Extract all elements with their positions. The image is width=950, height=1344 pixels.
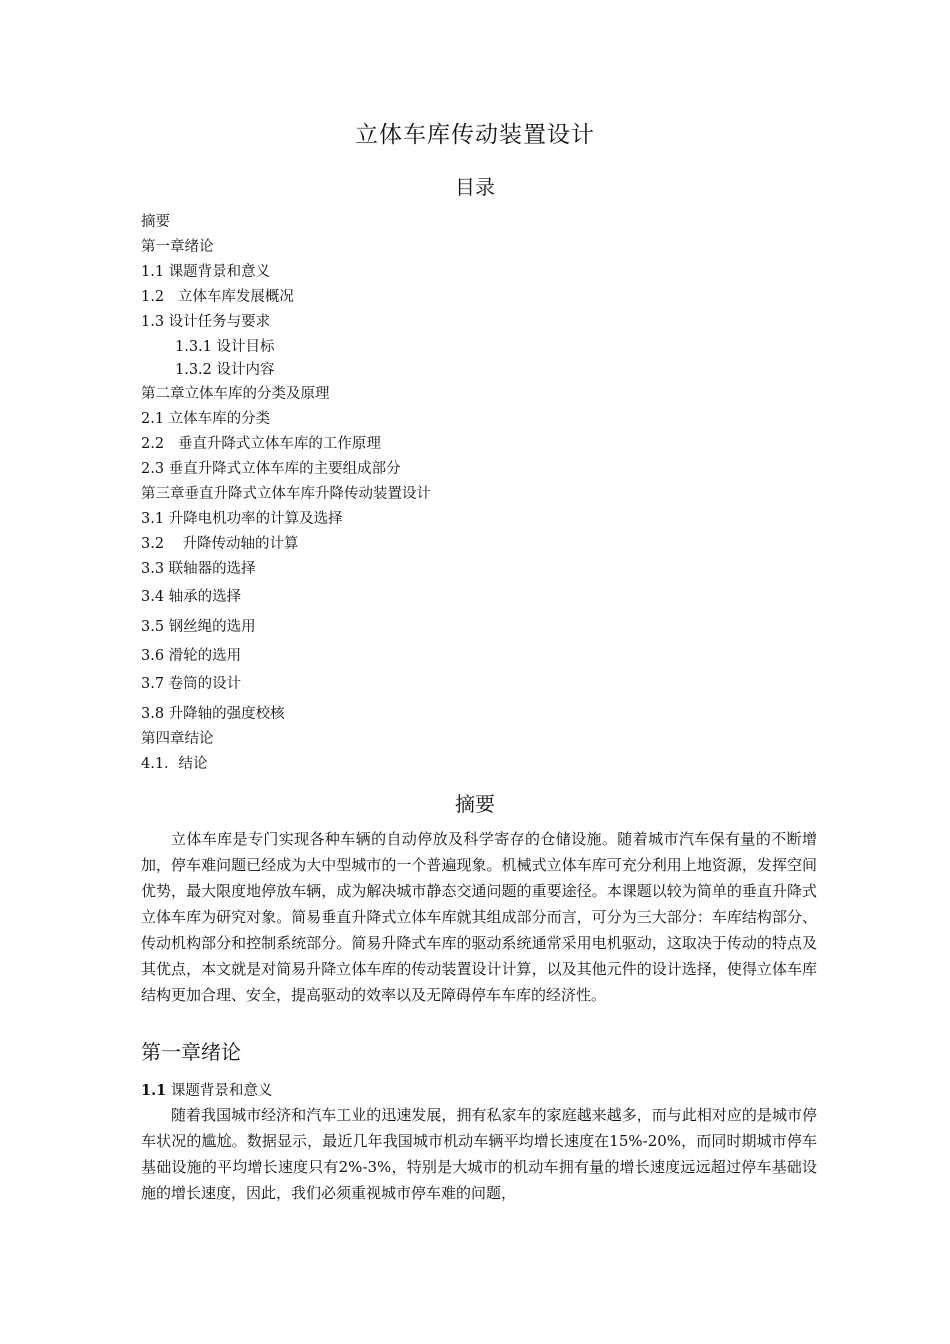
toc-item: 第二章立体车库的分类及原理 [141,386,330,402]
toc-item: 2.1 立体车库的分类 [141,411,271,427]
toc-item: 1.3.1 设计目标 [175,339,275,355]
toc-item: 3.3 联轴器的选择 [141,561,256,577]
toc-item: 3.6 滑轮的选用 [141,648,242,664]
toc-item: 3.8 升降轴的强度校核 [141,706,285,722]
toc-item: 3.2 升降传动轴的计算 [141,536,299,552]
toc-item: 4.1．结论 [141,756,208,772]
toc-item: 第一章绪论 [141,239,214,255]
section-title: 课题背景和意义 [170,1083,273,1099]
toc-item: 1.1 课题背景和意义 [141,264,271,280]
toc-item: 3.4 轴承的选择 [141,589,242,605]
section-number: 1.1 [141,1082,167,1099]
abstract-heading: 摘要 [455,792,495,816]
toc-item: 2.3 垂直升降式立体车库的主要组成部分 [141,461,401,477]
chapter-heading: 第一章绪论 [141,1040,241,1064]
toc-item: 1.3 设计任务与要求 [141,314,271,330]
toc-item: 3.7 卷筒的设计 [141,676,242,692]
toc-item: 1.3.2 设计内容 [175,362,275,378]
toc-item: 摘要 [141,214,170,230]
document-title: 立体车库传动装置设计 [355,122,595,148]
toc-item: 第四章结论 [141,731,214,747]
section-heading [141,1079,272,1100]
toc-item: 2.2 垂直升降式立体车库的工作原理 [141,436,381,452]
toc-item: 1.2 立体车库发展概况 [141,289,294,305]
body-paragraph: 随着我国城市经济和汽车工业的迅速发展，拥有私家车的家庭越来越多，而与此相对应的是城市停车状况的尴尬。数据显示，最近几年我国城市机动车辆平均增长速度在15%-20%，而同时期城市停车基础设施的平均增长速度只有2%-3%，特别是大城市的机动车拥有量的增长速度远远超过停车基础设施的增长速度，因此，我们必须重视城市停车难的问题， [141,1106,817,1202]
toc-item: 3.5 钢丝绳的选用 [141,619,256,635]
abstract-paragraph: 立体车库是专门实现各种车辆的自动停放及科学寄存的仓储设施。随着城市汽车保有量的不断增加，停车难问题已经成为大中型城市的一个普遍现象。机械式立体车库可充分利用上地资源，发挥空间优势，最大限度地停放车辆，成为解决城市静态交通问题的重要途径。本课题以较为简单的垂直升降式立体车库为研究对象。简易垂直升降式立体车库就其组成部分而言，可分为三大部分：车库结构部分、传动机构部分和控制系统部分。简易升降式车库的驱动系统通常采用电机驱动，这取决于传动的特点及其优点，本文就是对简易升降立体车库的传动装置设计计算，以及其他元件的设计选择，使得立体车库结构更加合理、安全，提高驱动的效率以及无障碍停车车库的经济性。 [141,830,817,1004]
toc-heading: 目录 [455,175,495,199]
toc-item: 3.1 升降电机功率的计算及选择 [141,511,343,527]
toc-item: 第三章垂直升降式立体车库升降传动装置设计 [141,486,431,502]
